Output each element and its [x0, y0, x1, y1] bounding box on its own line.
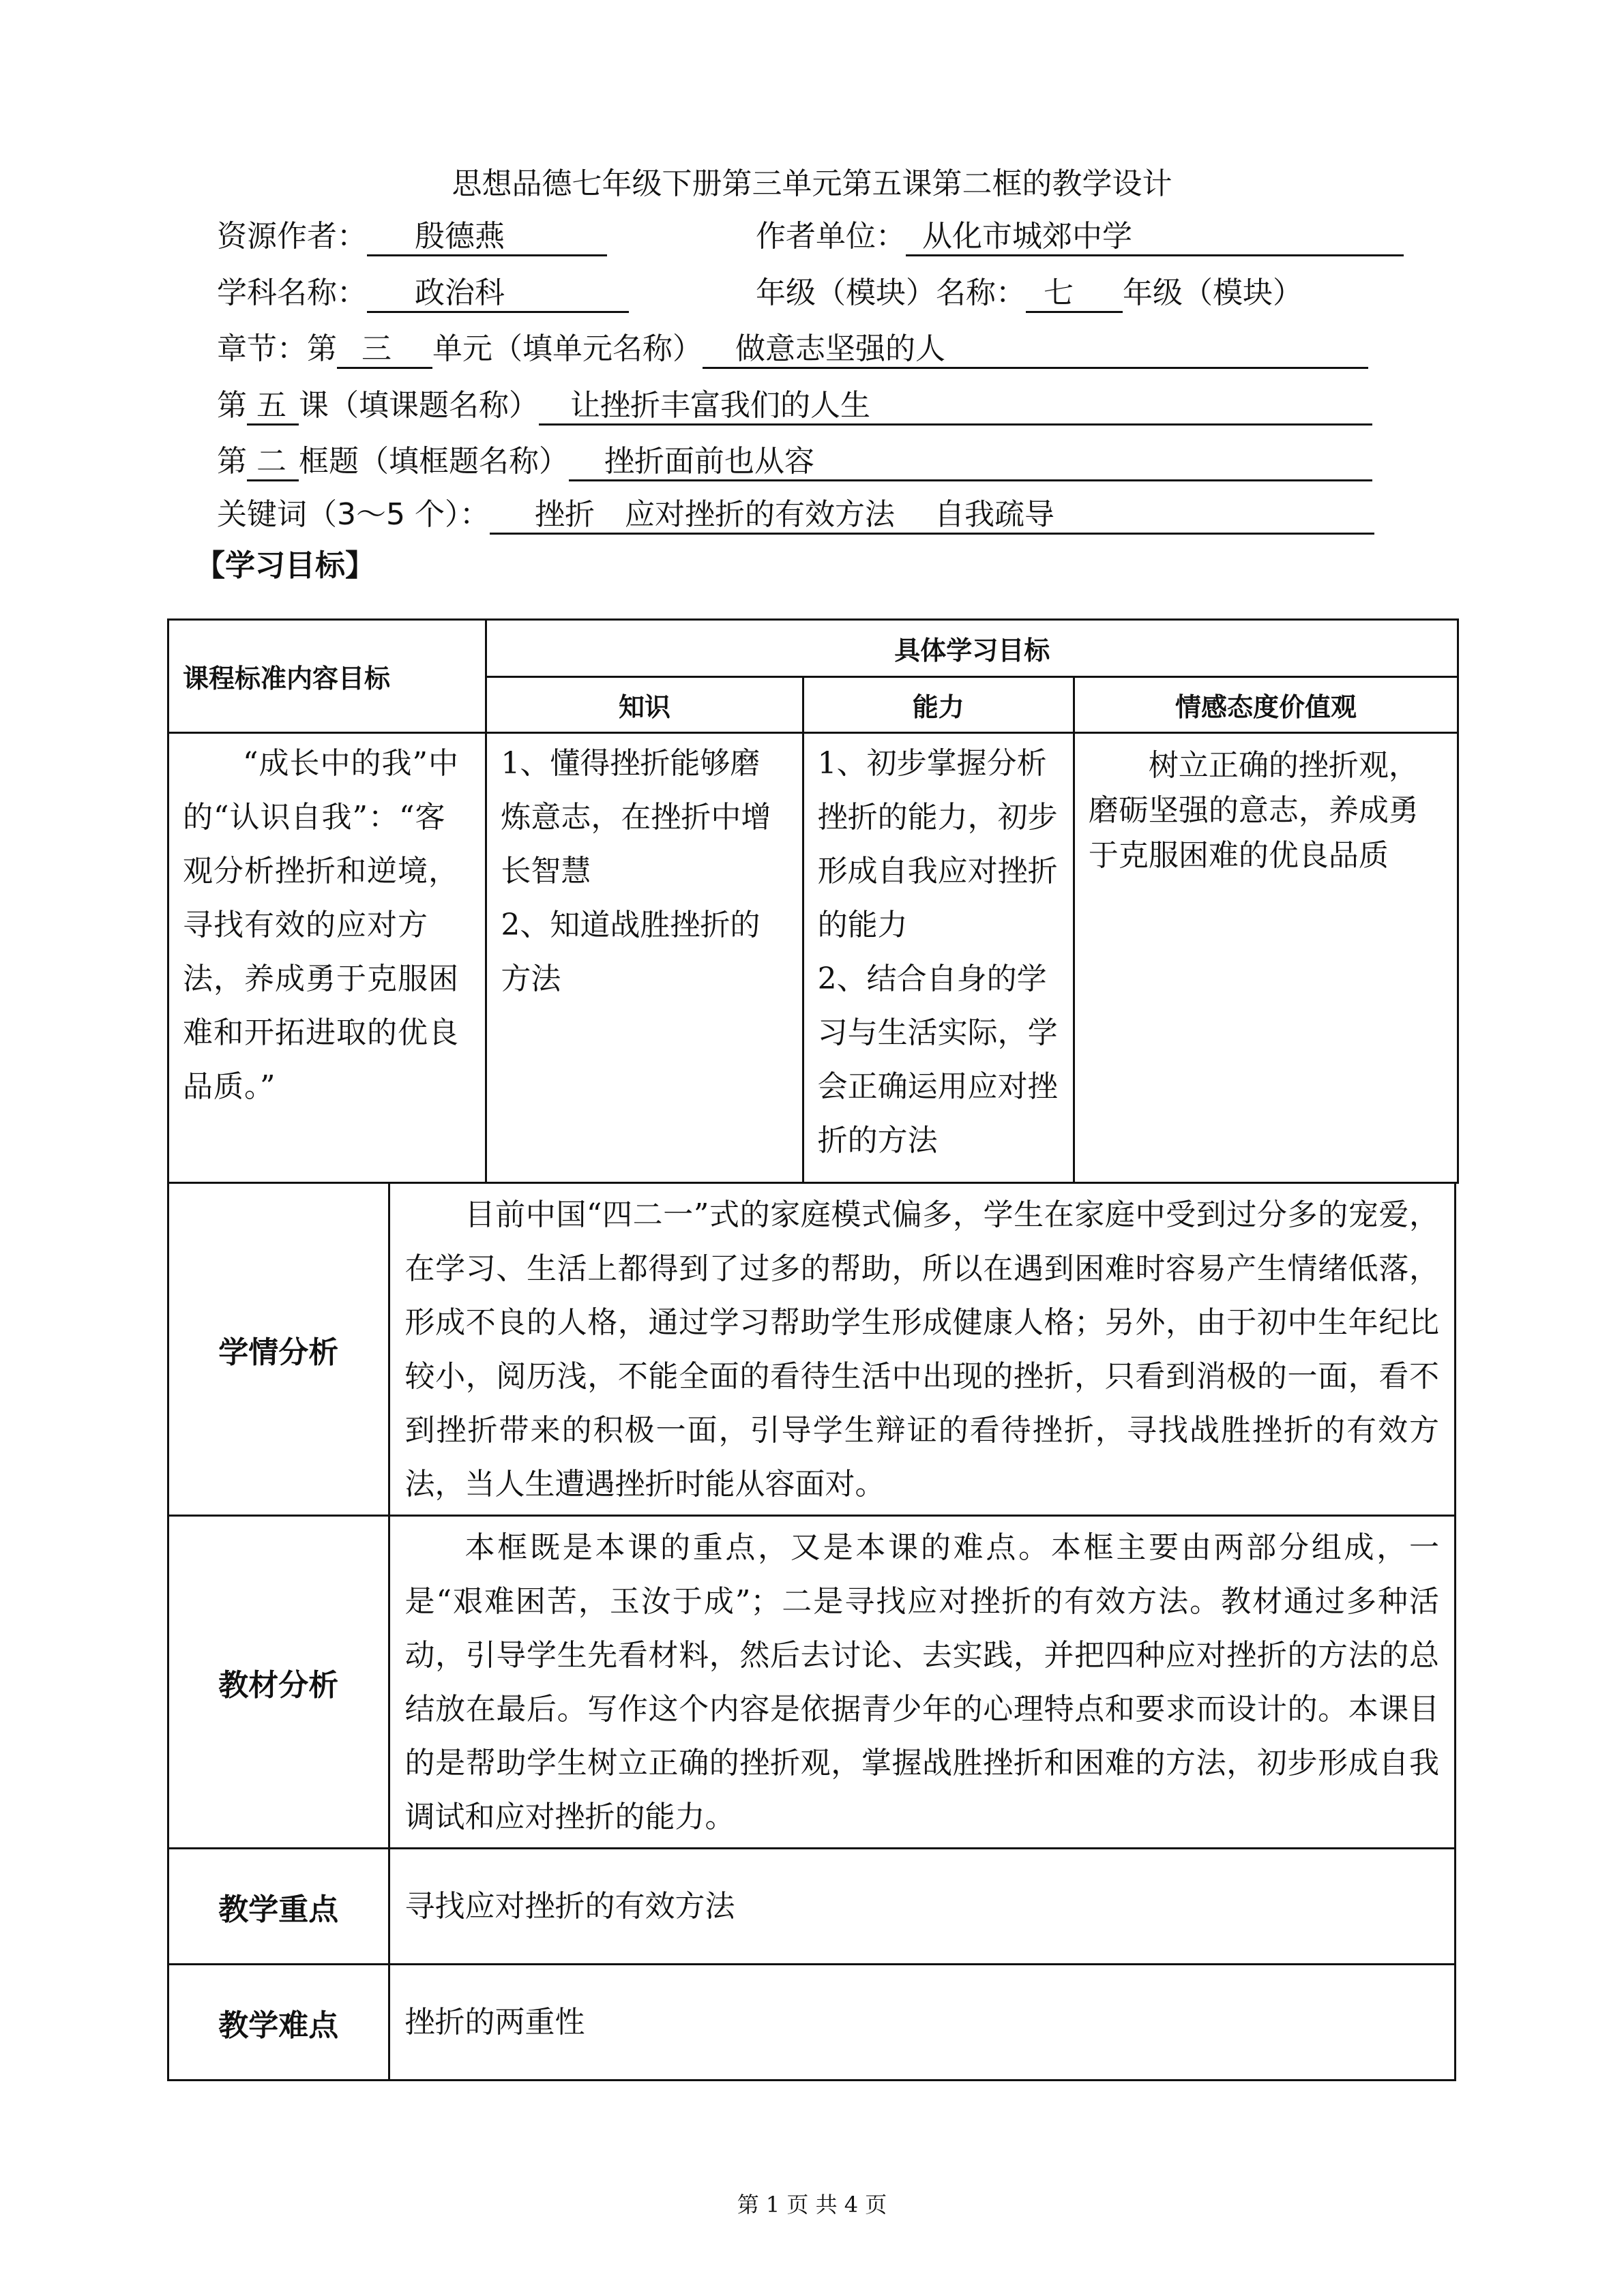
header-knowledge: 知识: [486, 677, 803, 733]
subject-row: [217, 273, 629, 314]
grade-row: [756, 273, 1303, 314]
keywords-value: 挫折 应对挫折的有效方法 自我疏导: [490, 497, 1374, 535]
ability-item-1: 1、初步掌握分析挫折的能力，初步形成自我应对挫折的能力: [817, 746, 1058, 942]
grade-value: 七: [1026, 275, 1123, 313]
chapter-prefix: 章节：第: [217, 331, 337, 366]
grade-label: 年级（模块）名称：: [756, 275, 1026, 310]
student-analysis-label: 学情分析: [168, 1183, 389, 1516]
knowledge-cell: [486, 733, 803, 1183]
section-heading: 【学习目标】: [195, 548, 375, 583]
frame-name: 挫折面前也从容: [569, 444, 1372, 481]
unit-value: 从化市城郊中学: [906, 219, 1404, 256]
analysis-table: [167, 1182, 1456, 2081]
material-analysis-text: 本框既是本课的重点，又是本课的难点。本框主要由两部分组成，一是“艰难困苦，玉汝于成”；二是寻找应对挫折的有效方法。教材通过多种活动，引导学生先看材料，然后去讨论、去实践，并把四种应对挫折的方法的总结放在最后。写作这个内容是依据青少年的心理特点和要求而设计的。本课目的是帮助学生树立正确的挫折观，掌握战胜挫折和困难的方法，初步形成自我调试和应对挫折的能力。: [389, 1516, 1456, 1849]
lesson-name: 让挫折丰富我们的人生: [539, 388, 1372, 426]
ability-cell: [803, 733, 1074, 1183]
knowledge-item-2: 2、知道战胜挫折的方法: [501, 908, 761, 996]
frame-prefix: 第: [217, 444, 247, 479]
keywords-label: 关键词（3～5 个）：: [217, 497, 490, 532]
grade-suffix: 年级（模块）: [1123, 275, 1303, 310]
standard-text: “成长中的我”中的“认识自我”：“客观分析挫折和逆境，寻找有效的应对方法，养成勇于克服困难和开拓进取的优良品质。”: [168, 733, 486, 1183]
unit-row: [756, 216, 1404, 257]
author-label: 资源作者：: [217, 219, 367, 254]
author-row: [217, 216, 607, 257]
ability-item-2: 2、结合自身的学习与生活实际，学会正确运用应对挫折的方法: [817, 961, 1058, 1158]
chapter-row: [217, 329, 1368, 370]
lesson-mid: 课（填课题名称）: [299, 388, 539, 423]
chapter-name: 做意志坚强的人: [703, 331, 1368, 369]
key-point-label: 教学重点: [168, 1849, 389, 1965]
page-footer: 第 1 页 共 4 页: [737, 2192, 887, 2218]
material-analysis-label: 教材分析: [168, 1516, 389, 1849]
chapter-number: 三: [337, 331, 432, 369]
knowledge-item-1: 1、懂得挫折能够磨炼意志，在挫折中增长智慧: [501, 746, 771, 889]
difficulty-text: 挫折的两重性: [389, 1965, 1456, 2081]
student-analysis-text: 目前中国“四二一”式的家庭模式偏多，学生在家庭中受到过分多的宠爱，在学习、生活上都得到了过多的帮助，所以在遇到困难时容易产生情绪低落，形成不良的人格，通过学习帮助学生形成健康人格；另外，由于初中生年纪比较小，阅历浅，不能全面的看待生活中出现的挫折，只看到消极的一面，看不到挫折带来的积极一面，引导学生辩证的看待挫折，寻找战胜挫折的有效方法，当人生遭遇挫折时能从容面对。: [389, 1183, 1456, 1516]
key-point-text: 寻找应对挫折的有效方法: [389, 1849, 1456, 1965]
difficulty-label: 教学难点: [168, 1965, 389, 2081]
keywords-row: [217, 494, 1374, 535]
header-specific: 具体学习目标: [486, 620, 1458, 677]
document-title: 思想品德七年级下册第三单元第五课第二框的教学设计: [452, 166, 1172, 201]
lesson-prefix: 第: [217, 388, 247, 423]
attitude-text: 树立正确的挫折观，磨砺坚强的意志，养成勇于克服困难的优良品质: [1074, 733, 1458, 1183]
chapter-mid: 单元（填单元名称）: [432, 331, 703, 366]
header-standard: 课程标准内容目标: [168, 620, 486, 733]
lesson-number: 五: [247, 388, 299, 426]
author-value: 殷德燕: [367, 219, 607, 256]
subject-value: 政治科: [367, 275, 629, 313]
unit-label: 作者单位：: [756, 219, 906, 254]
lesson-row: [217, 385, 1372, 426]
header-ability: 能力: [803, 677, 1074, 733]
frame-number: 二: [247, 444, 299, 481]
header-attitude: 情感态度价值观: [1074, 677, 1458, 733]
objectives-table: [167, 618, 1459, 1184]
subject-label: 学科名称：: [217, 275, 367, 310]
frame-mid: 框题（填框题名称）: [299, 444, 569, 479]
frame-row: [217, 441, 1372, 482]
